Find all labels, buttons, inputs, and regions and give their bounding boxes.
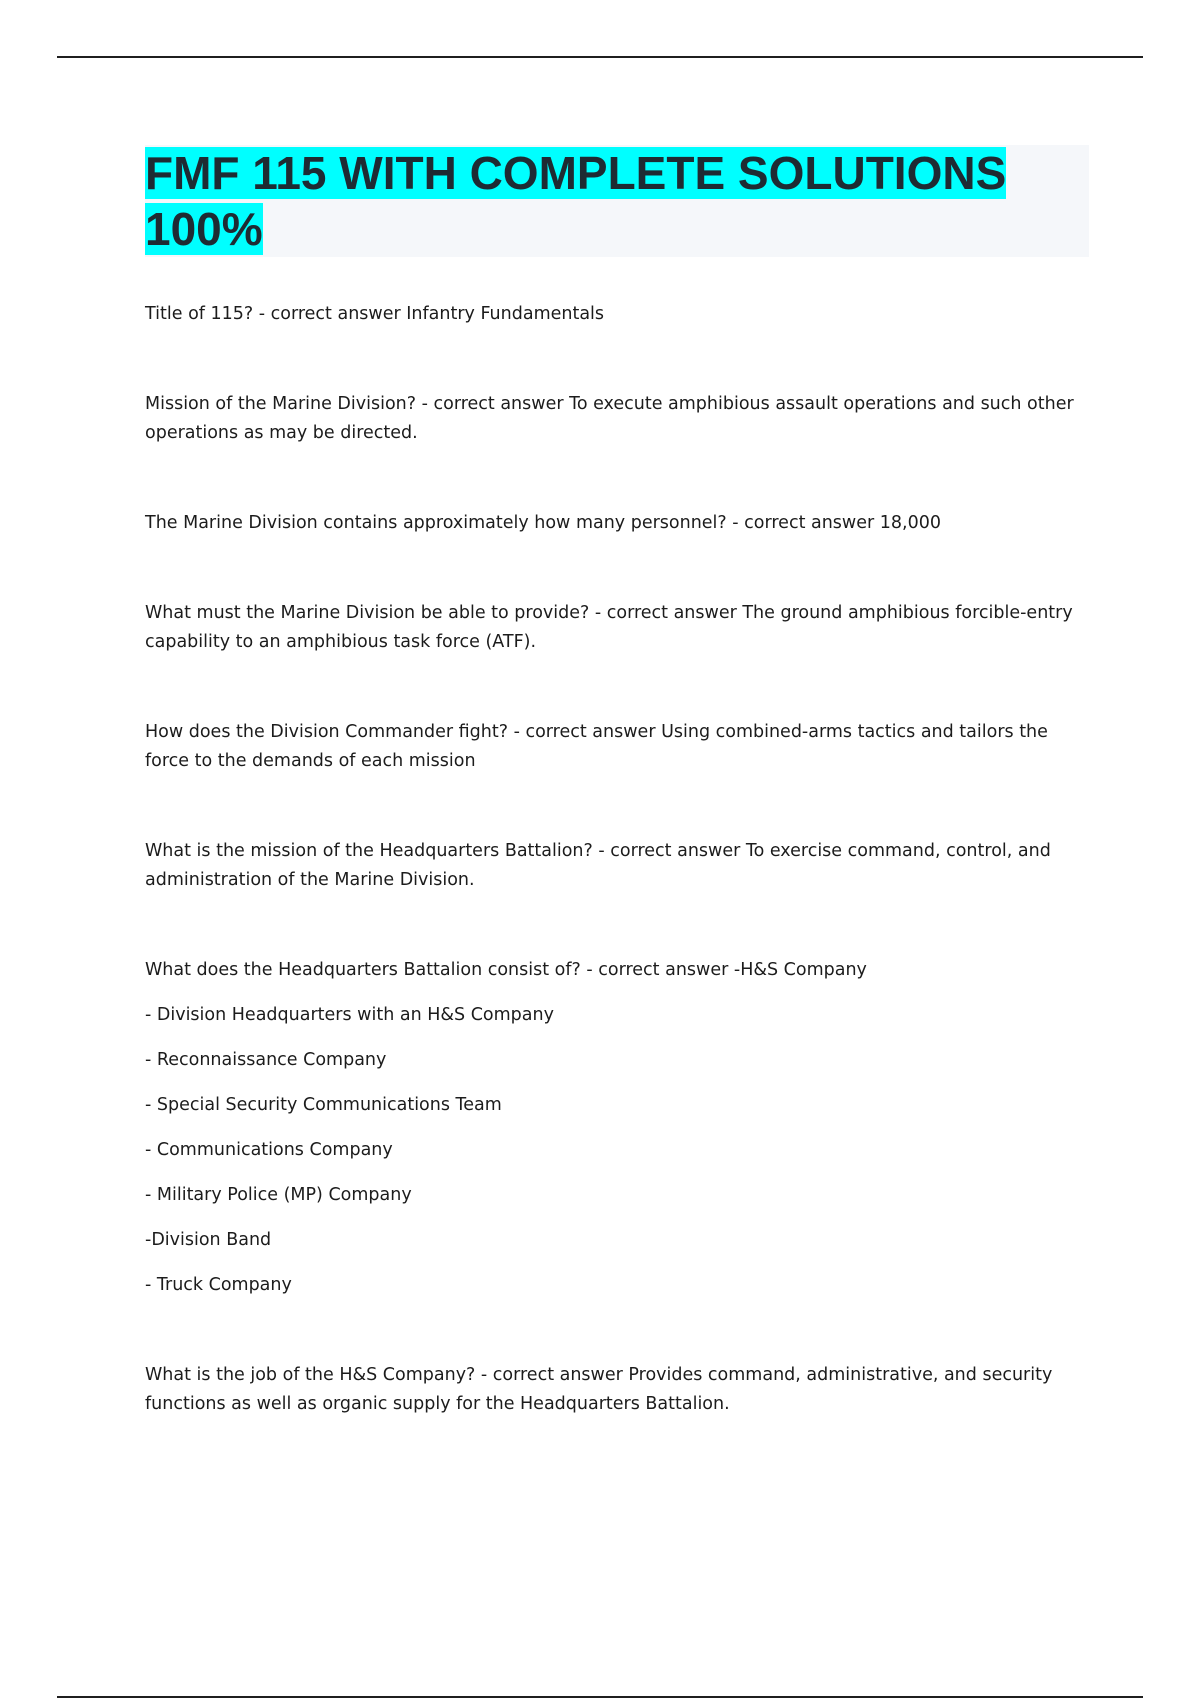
document-title: FMF 115 WITH COMPLETE SOLUTIONS 100% [145,147,1007,255]
qa-item: The Marine Division contains approximately how many personnel? - correct answer 18,000 [145,513,941,533]
list-item: - Truck Company [145,1275,292,1295]
list-item: - Communications Company [145,1140,393,1160]
top-rule [57,56,1143,58]
document-body [145,300,1085,1419]
qa-item: How does the Division Commander fight? - correct answer Using combined-arms tactics and tailors the force to the demands of each mission [145,722,1048,771]
qa-item: What is the job of the H&S Company? - correct answer Provides command, administrative, and security functions as well as organic supply for the Headquarters Battalion. [145,1365,1053,1414]
qa-item: What must the Marine Division be able to provide? - correct answer The ground amphibious forcible-entry capability to an amphibious task force (ATF). [145,603,1073,652]
list-item: - Division Headquarters with an H&S Company [145,1005,554,1025]
title-block [145,145,1089,257]
qa-item: What is the mission of the Headquarters Battalion? - correct answer To exercise command, control, and administration of the Marine Division. [145,841,1051,890]
bottom-rule [57,1696,1143,1698]
list-item: -Division Band [145,1230,272,1250]
list-item: - Special Security Communications Team [145,1095,502,1115]
qa-item: Mission of the Marine Division? - correct answer To execute amphibious assault operations and such other operations as may be directed. [145,394,1074,443]
list-item: - Military Police (MP) Company [145,1185,412,1205]
list-item: - Reconnaissance Company [145,1050,387,1070]
qa-item: What does the Headquarters Battalion consist of? - correct answer -H&S Company [145,960,867,980]
qa-item: Title of 115? - correct answer Infantry Fundamentals [145,304,605,324]
